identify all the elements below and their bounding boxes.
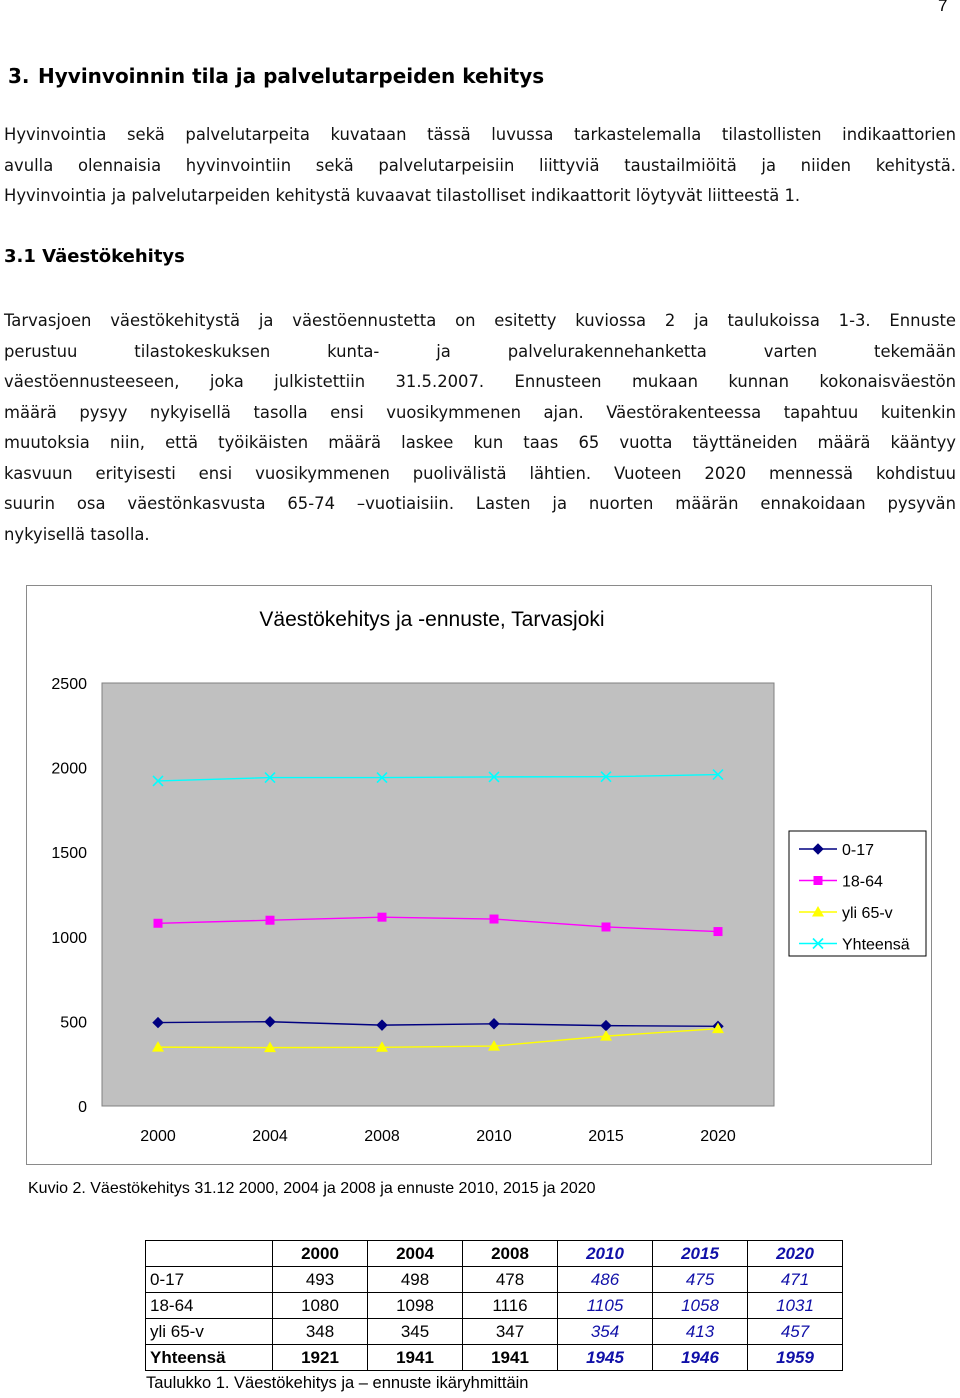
table-caption: Taulukko 1. Väestökehitys ja – ennuste ikäryhmittäin	[146, 1374, 529, 1392]
y-tick-label: 500	[60, 1014, 87, 1032]
x-tick-label: 2000	[140, 1128, 176, 1145]
row-label: Yhteensä	[146, 1345, 273, 1371]
body-line: muutoksia niin, että työikäisten määrä laskee kun taas 65 vuotta täyttäneiden määrä kääntyy	[4, 433, 956, 452]
table-cell: 457	[748, 1319, 843, 1345]
body-line: suurin osa väestönkasvusta 65-74 –vuotiaisiin. Lasten ja nuorten määrän ennakoidaan pysyvän	[4, 494, 956, 513]
body-line: perustuu tilastokeskuksen kunta- ja palvelurakennehanketta varten tekemään	[4, 341, 956, 361]
chart-frame	[26, 585, 932, 1165]
x-tick-label: 2010	[476, 1128, 512, 1145]
table-cell: 486	[558, 1267, 653, 1293]
table-header-cell: 2000	[273, 1241, 368, 1267]
table-cell: 1941	[368, 1345, 463, 1371]
y-tick-label: 1000	[51, 929, 87, 947]
section-number: 3.	[8, 64, 30, 88]
data-point	[490, 915, 499, 924]
table-cell: 1921	[273, 1345, 368, 1371]
data-point	[154, 919, 163, 928]
table-cell: 1058	[653, 1293, 748, 1319]
table-header-cell: 2020	[748, 1241, 843, 1267]
intro-line: Hyvinvointia ja palvelutarpeiden kehitystä kuvaavat tilastolliset indikaattorit löytyvät liitteestä 1.	[4, 186, 801, 205]
table-header-cell	[146, 1241, 273, 1267]
chart-title: Väestökehitys ja -ennuste, Tarvasjoki	[259, 608, 605, 631]
data-point	[602, 922, 611, 931]
table-header-cell: 2015	[653, 1241, 748, 1267]
intro-paragraph	[4, 120, 956, 212]
table-cell: 347	[463, 1319, 558, 1345]
table-cell: 475	[653, 1267, 748, 1293]
body-line: kasvuun erityisesti ensi vuosikymmenen puolivälistä lähtien. Vuoteen 2020 mennessä kohdistuu	[4, 463, 956, 483]
table-cell: 348	[273, 1319, 368, 1345]
table-cell: 1098	[368, 1293, 463, 1319]
table-total-row	[146, 1345, 843, 1371]
table-cell: 1959	[748, 1345, 843, 1371]
table-cell: 1031	[748, 1293, 843, 1319]
table-cell: 1116	[463, 1293, 558, 1319]
table-cell: 1945	[558, 1345, 653, 1371]
table-row	[146, 1293, 843, 1319]
table-header-cell: 2010	[558, 1241, 653, 1267]
body-paragraph	[4, 306, 956, 550]
section-heading	[8, 64, 544, 88]
figure-caption: Kuvio 2. Väestökehitys 31.12 2000, 2004 ja 2008 ja ennuste 2010, 2015 ja 2020	[28, 1180, 596, 1197]
subsection-title: 3.1 Väestökehitys	[4, 246, 185, 267]
x-tick-label: 2004	[252, 1128, 288, 1145]
legend-marker	[814, 876, 823, 885]
data-point	[378, 913, 387, 922]
table-cell: 1941	[463, 1345, 558, 1371]
data-point	[714, 927, 723, 936]
population-table	[145, 1240, 843, 1371]
table-cell: 1946	[653, 1345, 748, 1371]
plot-area	[102, 683, 774, 1106]
page-number: 7	[938, 0, 948, 15]
legend-label: 0-17	[842, 842, 875, 859]
x-tick-label: 2015	[588, 1128, 624, 1145]
legend-label: Yhteensä	[842, 936, 910, 954]
table-cell: 1080	[273, 1293, 368, 1319]
table-header-row	[146, 1241, 843, 1267]
y-tick-label: 2000	[51, 760, 87, 778]
body-line: Tarvasjoen väestökehitystä ja väestöennustetta on esitetty kuviossa 2 ja taulukoissa 1-3. Ennuste	[4, 311, 956, 330]
y-tick-label: 1500	[51, 845, 87, 863]
table-cell: 493	[273, 1267, 368, 1293]
row-label: 0-17	[146, 1267, 273, 1293]
body-line: väestöennusteeseen, joka julkistettiin 31.5.2007. Ennusteen mukaan kunnan kokonaisväestön	[4, 372, 956, 391]
table-cell: 413	[653, 1319, 748, 1345]
section-title: Hyvinvoinnin tila ja palvelutarpeiden kehitys	[38, 64, 545, 88]
table-cell: 498	[368, 1267, 463, 1293]
table-cell: 478	[463, 1267, 558, 1293]
legend-label: 18-64	[842, 873, 883, 891]
x-tick-label: 2008	[364, 1128, 400, 1145]
intro-line: Hyvinvointia sekä palvelutarpeita kuvataan tässä luvussa tarkastelemalla tilastollisten indikaattorien	[4, 125, 956, 144]
table-header-cell: 2008	[463, 1241, 558, 1267]
body-line: nykyisellä tasolla.	[4, 524, 150, 544]
table-cell: 1105	[558, 1293, 653, 1319]
intro-line: avulla olennaisia hyvinvointiin sekä palvelutarpeisiin liittyviä taustailmiöitä ja niiden kehitystä.	[4, 155, 956, 175]
table-row	[146, 1267, 843, 1293]
data-point	[266, 916, 275, 925]
row-label: 18-64	[146, 1293, 273, 1319]
y-tick-label: 0	[78, 1099, 87, 1116]
line-chart	[27, 586, 933, 1166]
row-label: yli 65-v	[146, 1319, 273, 1345]
y-tick-label: 2500	[51, 676, 87, 693]
table-cell: 345	[368, 1319, 463, 1345]
x-tick-label: 2020	[700, 1128, 736, 1145]
table-cell: 354	[558, 1319, 653, 1345]
legend-label: yli 65-v	[842, 905, 893, 922]
table-header-cell: 2004	[368, 1241, 463, 1267]
table-cell: 471	[748, 1267, 843, 1293]
body-line: määrä pysyy nykyisellä tasolla ensi vuosikymmenen ajan. Väestörakenteessa tapahtuu kuitenkin	[4, 402, 956, 422]
table-row	[146, 1319, 843, 1345]
